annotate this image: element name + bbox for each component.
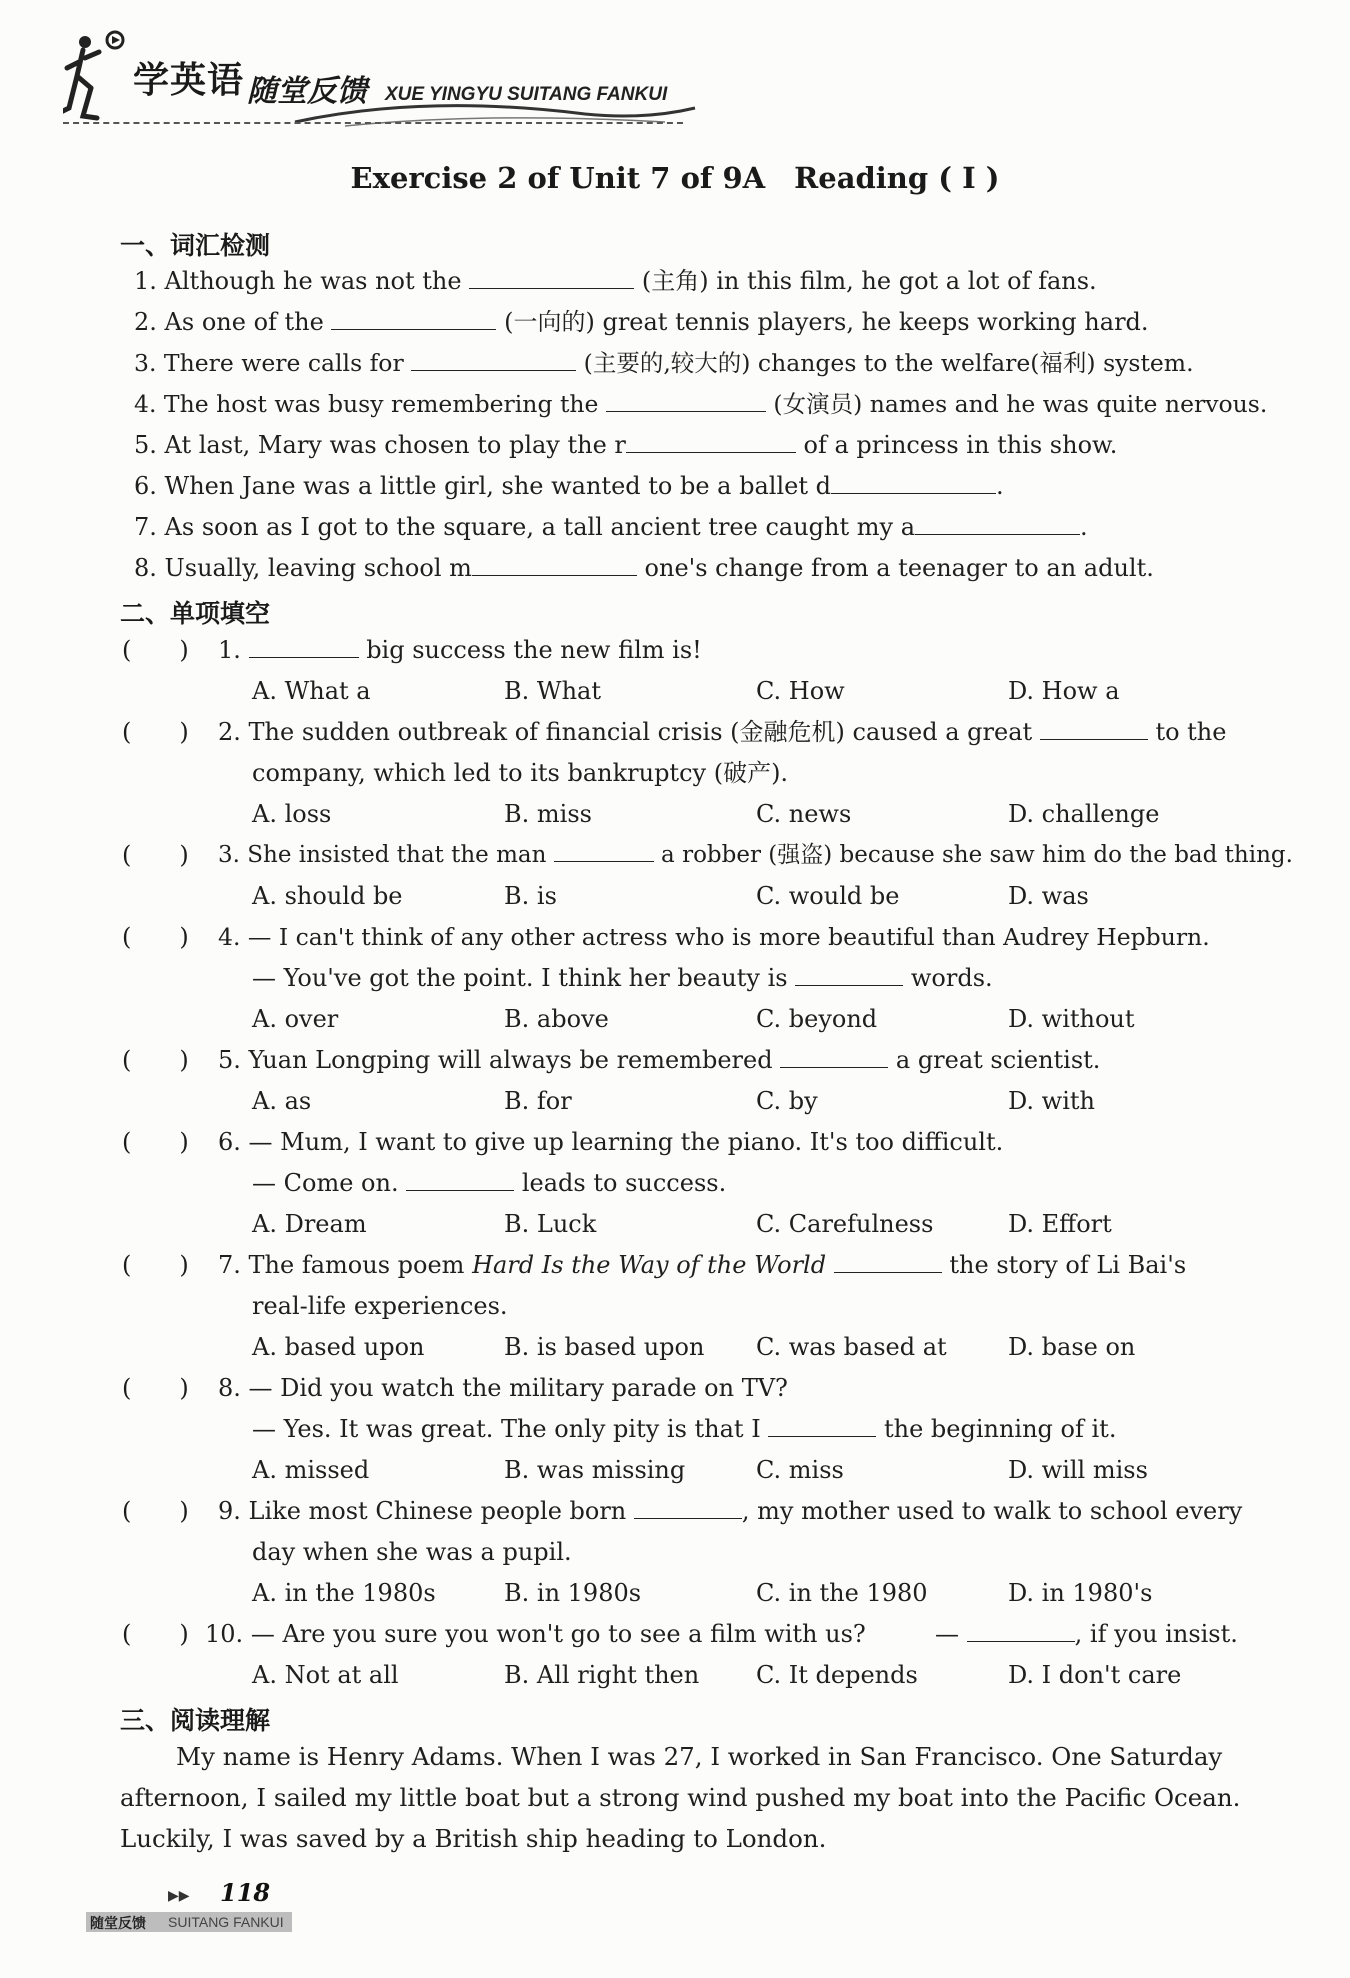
option-c[interactable]: C. was based at	[756, 1333, 947, 1361]
question-line: 2. The sudden outbreak of financial crisis (金融危机) caused a great to the	[218, 718, 1227, 746]
answer-blank[interactable]	[472, 553, 637, 576]
option-d[interactable]: D. How a	[1008, 677, 1120, 705]
answer-blank[interactable]	[411, 348, 576, 371]
vocab-item: 2. As one of the (一向的) great tennis players, he keeps working hard.	[134, 308, 1149, 336]
answer-bracket[interactable]: ( )	[122, 636, 189, 664]
vocab-item: 4. The host was busy remembering the (女演员) names and he was quite nervous.	[134, 390, 1268, 418]
question-continuation: real-life experiences.	[252, 1292, 508, 1320]
header-cn-subtitle: 随堂反馈	[247, 74, 367, 109]
vocab-item: 6. When Jane was a little girl, she wanted to be a ballet d .	[134, 472, 1004, 500]
option-b[interactable]: B. Luck	[504, 1210, 597, 1238]
footer-en-label: SUITANG FANKUI	[168, 1914, 284, 1930]
option-a[interactable]: A. Not at all	[252, 1661, 399, 1689]
reading-passage-line: afternoon, I sailed my little boat but a strong wind pushed my boat into the Pacific Ocean.	[120, 1783, 1241, 1812]
option-b[interactable]: B. is	[504, 882, 557, 910]
option-c[interactable]: C. Carefulness	[756, 1210, 934, 1238]
option-c[interactable]: C. How	[756, 677, 845, 705]
option-c[interactable]: C. beyond	[756, 1005, 878, 1033]
footer-cn-label: 随堂反馈	[90, 1916, 146, 1932]
poem-title: Hard Is the Way of the World	[472, 1251, 827, 1279]
option-a[interactable]: A. missed	[252, 1456, 370, 1484]
page-number: 118	[220, 1878, 271, 1907]
option-b[interactable]: B. was missing	[504, 1456, 686, 1484]
option-c[interactable]: C. would be	[756, 882, 900, 910]
vocab-item: 7. As soon as I got to the square, a tall ancient tree caught my a .	[134, 513, 1088, 541]
option-c[interactable]: C. It depends	[756, 1661, 918, 1689]
header-en-subtitle: XUE YINGYU SUITANG FANKUI	[385, 84, 668, 105]
answer-blank[interactable]	[1040, 717, 1148, 740]
question-continuation: company, which led to its bankruptcy (破产).	[252, 759, 789, 787]
option-c[interactable]: C. in the 1980	[756, 1579, 928, 1607]
question-line: 4. — I can't think of any other actress who is more beautiful than Audrey Hepburn.	[218, 923, 1210, 951]
question-continuation: day when she was a pupil.	[252, 1538, 572, 1566]
option-b[interactable]: B. above	[504, 1005, 609, 1033]
answer-blank[interactable]	[915, 512, 1080, 535]
option-a[interactable]: A. in the 1980s	[252, 1579, 436, 1607]
answer-bracket[interactable]: ( )	[122, 1497, 189, 1525]
option-d[interactable]: D. with	[1008, 1087, 1095, 1115]
vocab-item: 3. There were calls for (主要的,较大的) changes to the welfare(福利) system.	[134, 349, 1194, 377]
option-b[interactable]: B. miss	[504, 800, 592, 828]
answer-bracket[interactable]: ( )	[122, 718, 189, 746]
question-line: 7. The famous poem Hard Is the Way of the World the story of Li Bai's	[218, 1251, 1187, 1279]
question-line-2: — Yes. It was great. The only pity is that I the beginning of it.	[252, 1415, 1117, 1443]
answer-blank[interactable]	[967, 1619, 1075, 1642]
option-c[interactable]: C. news	[756, 800, 852, 828]
option-d[interactable]: D. base on	[1008, 1333, 1136, 1361]
answer-blank[interactable]	[634, 1496, 742, 1519]
page-header	[55, 22, 695, 132]
option-d[interactable]: D. challenge	[1008, 800, 1160, 828]
answer-blank[interactable]	[795, 963, 903, 986]
answer-bracket[interactable]: ( )	[122, 841, 189, 869]
option-a[interactable]: A. based upon	[252, 1333, 425, 1361]
section3-heading: 三、阅读理解	[120, 1706, 271, 1735]
option-b[interactable]: B. in 1980s	[504, 1579, 642, 1607]
section2-heading: 二、单项填空	[120, 599, 271, 628]
runner-logo-icon	[63, 28, 133, 124]
answer-blank[interactable]	[249, 635, 359, 658]
option-b[interactable]: B. All right then	[504, 1661, 700, 1689]
option-d[interactable]: D. will miss	[1008, 1456, 1148, 1484]
option-b[interactable]: B. What	[504, 677, 601, 705]
option-a[interactable]: A. loss	[252, 800, 332, 828]
answer-bracket[interactable]: ( )	[122, 1046, 189, 1074]
option-a[interactable]: A. What a	[252, 677, 371, 705]
section1-heading: 一、词汇检测	[120, 231, 271, 260]
answer-blank[interactable]	[331, 307, 496, 330]
answer-blank[interactable]	[834, 1250, 942, 1273]
vocab-item: 8. Usually, leaving school m one's change from a teenager to an adult.	[134, 554, 1154, 582]
header-cn-title: 学英语	[133, 60, 245, 101]
answer-blank[interactable]	[768, 1414, 876, 1437]
answer-blank[interactable]	[469, 266, 634, 289]
option-b[interactable]: B. is based upon	[504, 1333, 705, 1361]
answer-bracket[interactable]: ( )	[122, 1620, 189, 1648]
vocab-item: 5. At last, Mary was chosen to play the r of a princess in this show.	[134, 431, 1118, 459]
option-a[interactable]: A. as	[252, 1087, 312, 1115]
answer-blank[interactable]	[780, 1045, 888, 1068]
question-line: 5. Yuan Longping will always be remembered a great scientist.	[218, 1046, 1101, 1074]
option-d[interactable]: D. in 1980's	[1008, 1579, 1153, 1607]
answer-bracket[interactable]: ( )	[122, 1374, 189, 1402]
vocab-item: 1. Although he was not the (主角) in this film, he got a lot of fans.	[134, 267, 1097, 295]
answer-bracket[interactable]: ( )	[122, 1128, 189, 1156]
question-line: 3. She insisted that the man a robber (强盗) because she saw him do the bad thing.	[218, 839, 1293, 871]
reading-passage-line: Luckily, I was saved by a British ship heading to London.	[120, 1824, 827, 1853]
option-a[interactable]: A. over	[252, 1005, 339, 1033]
option-a[interactable]: A. should be	[252, 882, 403, 910]
question-line: 8. — Did you watch the military parade on TV?	[218, 1374, 788, 1402]
question-line-response: — , if you insist.	[935, 1620, 1238, 1648]
question-line: 10. — Are you sure you won't go to see a film with us?	[205, 1620, 866, 1648]
option-c[interactable]: C. by	[756, 1087, 818, 1115]
answer-blank[interactable]	[406, 1168, 514, 1191]
answer-blank[interactable]	[831, 471, 996, 494]
answer-bracket[interactable]: ( )	[122, 923, 189, 951]
question-line: 6. — Mum, I want to give up learning the piano. It's too difficult.	[218, 1128, 1004, 1156]
question-line: 9. Like most Chinese people born , my mother used to walk to school every	[218, 1497, 1243, 1525]
answer-bracket[interactable]: ( )	[122, 1251, 189, 1279]
page-title: Exercise 2 of Unit 7 of 9A Reading ( Ⅰ )	[350, 161, 1000, 195]
option-d[interactable]: D. I don't care	[1008, 1661, 1182, 1689]
reading-passage-line: My name is Henry Adams. When I was 27, I worked in San Francisco. One Saturday	[176, 1742, 1223, 1771]
option-d[interactable]: D. was	[1008, 882, 1089, 910]
option-d[interactable]: D. without	[1008, 1005, 1135, 1033]
question-line-2: — You've got the point. I think her beauty is words.	[252, 964, 993, 992]
double-arrow-icon: ▶▶	[168, 1888, 190, 1904]
option-b[interactable]: B. for	[504, 1087, 572, 1115]
question-line-2: — Come on. leads to success.	[252, 1169, 727, 1197]
option-c[interactable]: C. miss	[756, 1456, 844, 1484]
header-divider	[63, 122, 683, 124]
answer-blank[interactable]	[626, 430, 796, 453]
question-line: 1. big success the new film is!	[218, 636, 702, 664]
option-a[interactable]: A. Dream	[252, 1210, 367, 1238]
option-d[interactable]: D. Effort	[1008, 1210, 1112, 1238]
answer-blank[interactable]	[606, 389, 766, 412]
answer-blank[interactable]	[554, 839, 654, 862]
